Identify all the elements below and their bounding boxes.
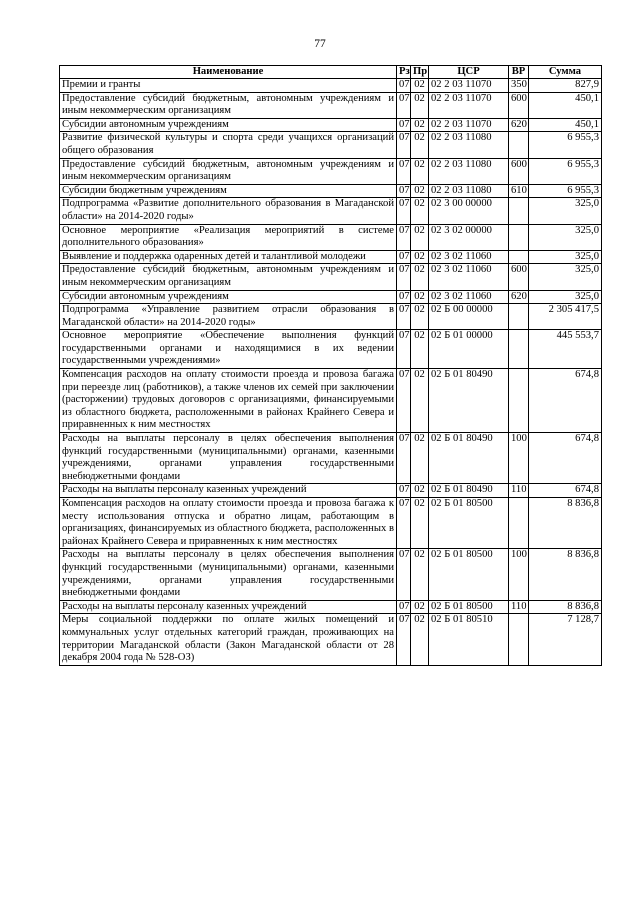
cell-vr: 610 — [509, 184, 529, 198]
cell-sum: 325,0 — [529, 250, 602, 264]
cell-rz: 07 — [397, 290, 411, 304]
cell-csr: 02 Б 01 80490 — [429, 484, 509, 498]
cell-sum: 445 553,7 — [529, 330, 602, 369]
table-row — [60, 250, 602, 264]
table-row — [60, 264, 602, 290]
cell-sum: 674,8 — [529, 484, 602, 498]
cell-sum: 325,0 — [529, 198, 602, 224]
cell-sum: 6 955,3 — [529, 158, 602, 184]
cell-rz: 07 — [397, 79, 411, 93]
cell-pr: 02 — [411, 158, 429, 184]
table-row — [60, 369, 602, 433]
header-vr: ВР — [509, 66, 529, 79]
cell-rz: 07 — [397, 484, 411, 498]
cell-sum: 674,8 — [529, 369, 602, 433]
cell-csr: 02 2 03 11070 — [429, 92, 509, 118]
cell-pr: 02 — [411, 614, 429, 665]
cell-pr: 02 — [411, 304, 429, 330]
cell-vr — [509, 132, 529, 158]
cell-sum: 8 836,8 — [529, 549, 602, 600]
cell-sum: 674,8 — [529, 433, 602, 484]
cell-vr: 600 — [509, 92, 529, 118]
cell-sum: 450,1 — [529, 118, 602, 132]
cell-csr: 02 3 00 00000 — [429, 198, 509, 224]
cell-vr — [509, 614, 529, 665]
cell-name: Премии и гранты — [60, 79, 397, 93]
cell-csr: 02 2 03 11080 — [429, 158, 509, 184]
table-row — [60, 184, 602, 198]
cell-name: Расходы на выплаты персоналу казенных учреждений — [60, 600, 397, 614]
cell-name: Меры социальной поддержки по оплате жилых помещений и коммунальных услуг отдельных категорий граждан, проживающих на территории Магаданской области (Закон Магаданской области от 28 декабря 2004 года № 528-ОЗ) — [60, 614, 397, 665]
cell-name: Предоставление субсидий бюджетным, автономным учреждениям и иным некоммерческим организациям — [60, 92, 397, 118]
cell-sum: 6 955,3 — [529, 132, 602, 158]
cell-vr: 620 — [509, 118, 529, 132]
cell-rz: 07 — [397, 184, 411, 198]
cell-sum: 2 305 417,5 — [529, 304, 602, 330]
table-row — [60, 79, 602, 93]
cell-name: Субсидии бюджетным учреждениям — [60, 184, 397, 198]
cell-csr: 02 3 02 00000 — [429, 224, 509, 250]
cell-pr: 02 — [411, 92, 429, 118]
cell-csr: 02 3 02 11060 — [429, 264, 509, 290]
cell-vr — [509, 198, 529, 224]
cell-sum: 827,9 — [529, 79, 602, 93]
cell-vr — [509, 330, 529, 369]
header-sum: Сумма — [529, 66, 602, 79]
cell-vr: 110 — [509, 484, 529, 498]
cell-vr — [509, 250, 529, 264]
page-number: 77 — [314, 38, 326, 50]
cell-vr: 350 — [509, 79, 529, 93]
table-row — [60, 549, 602, 600]
cell-vr: 100 — [509, 549, 529, 600]
cell-pr: 02 — [411, 264, 429, 290]
cell-pr: 02 — [411, 433, 429, 484]
cell-csr: 02 3 02 11060 — [429, 250, 509, 264]
cell-sum: 7 128,7 — [529, 614, 602, 665]
cell-rz: 07 — [397, 330, 411, 369]
table-row — [60, 433, 602, 484]
cell-name: Субсидии автономным учреждениям — [60, 290, 397, 304]
cell-pr: 02 — [411, 369, 429, 433]
cell-name: Основное мероприятие «Обеспечение выполнения функций государственными органами и находящимися в их ведении государственными учреждениями» — [60, 330, 397, 369]
cell-vr — [509, 498, 529, 549]
cell-sum: 325,0 — [529, 290, 602, 304]
cell-name: Выявление и поддержка одаренных детей и талантливой молодежи — [60, 250, 397, 264]
cell-rz: 07 — [397, 92, 411, 118]
cell-vr: 600 — [509, 158, 529, 184]
cell-vr — [509, 224, 529, 250]
table-row — [60, 484, 602, 498]
cell-pr: 02 — [411, 600, 429, 614]
cell-name: Расходы на выплаты персоналу казенных учреждений — [60, 484, 397, 498]
header-name: Наименование — [60, 66, 397, 79]
cell-sum: 6 955,3 — [529, 184, 602, 198]
table-row — [60, 614, 602, 665]
table-row — [60, 290, 602, 304]
table-row — [60, 132, 602, 158]
cell-csr: 02 Б 01 80510 — [429, 614, 509, 665]
cell-pr: 02 — [411, 198, 429, 224]
cell-vr: 100 — [509, 433, 529, 484]
cell-rz: 07 — [397, 158, 411, 184]
table-row — [60, 158, 602, 184]
cell-pr: 02 — [411, 132, 429, 158]
cell-csr: 02 Б 01 80500 — [429, 498, 509, 549]
table-row — [60, 330, 602, 369]
cell-name: Основное мероприятие «Реализация мероприятий в системе дополнительного образования» — [60, 224, 397, 250]
cell-pr: 02 — [411, 498, 429, 549]
cell-sum: 325,0 — [529, 224, 602, 250]
cell-pr: 02 — [411, 484, 429, 498]
cell-rz: 07 — [397, 433, 411, 484]
cell-pr: 02 — [411, 184, 429, 198]
cell-rz: 07 — [397, 198, 411, 224]
cell-name: Подпрограмма «Управление развитием отрасли образования в Магаданской области» на 2014-2020 годы» — [60, 304, 397, 330]
cell-csr: 02 2 03 11080 — [429, 132, 509, 158]
cell-name: Предоставление субсидий бюджетным, автономным учреждениям и иным некоммерческим организациям — [60, 158, 397, 184]
cell-pr: 02 — [411, 79, 429, 93]
cell-csr: 02 Б 01 80490 — [429, 369, 509, 433]
cell-vr: 620 — [509, 290, 529, 304]
cell-csr: 02 Б 01 80490 — [429, 433, 509, 484]
cell-name: Компенсация расходов на оплату стоимости проезда и провоза багажа к месту использования отпуска и обратно лицам, работающим в организациях, финансируемых из областного бюджета, расположенных в районах Крайнего Севера и приравненных к ним местностях — [60, 498, 397, 549]
cell-name: Расходы на выплаты персоналу в целях обеспечения выполнения функций государственными (муниципальными) органами, казенными учреждениями, органами управления государственными внебюджетными фондами — [60, 549, 397, 600]
cell-rz: 07 — [397, 549, 411, 600]
cell-rz: 07 — [397, 132, 411, 158]
cell-name: Расходы на выплаты персоналу в целях обеспечения выполнения функций государственными (муниципальными) органами, казенными учреждениями, органами управления государственными внебюджетными фондами — [60, 433, 397, 484]
header-pr: Пр — [411, 66, 429, 79]
cell-pr: 02 — [411, 118, 429, 132]
cell-pr: 02 — [411, 549, 429, 600]
cell-vr — [509, 304, 529, 330]
header-csr: ЦСР — [429, 66, 509, 79]
cell-pr: 02 — [411, 330, 429, 369]
cell-name: Развитие физической культуры и спорта среди учащихся организаций общего образования — [60, 132, 397, 158]
cell-rz: 07 — [397, 118, 411, 132]
cell-rz: 07 — [397, 369, 411, 433]
cell-rz: 07 — [397, 224, 411, 250]
cell-pr: 02 — [411, 290, 429, 304]
cell-sum: 325,0 — [529, 264, 602, 290]
table-row — [60, 224, 602, 250]
table-row — [60, 92, 602, 118]
cell-sum: 450,1 — [529, 92, 602, 118]
cell-pr: 02 — [411, 224, 429, 250]
table-header-row — [60, 66, 602, 79]
table-row — [60, 118, 602, 132]
cell-csr: 02 3 02 11060 — [429, 290, 509, 304]
cell-vr — [509, 369, 529, 433]
header-rz: Рз — [397, 66, 411, 79]
cell-csr: 02 Б 01 80500 — [429, 600, 509, 614]
cell-pr: 02 — [411, 250, 429, 264]
cell-csr: 02 2 03 11080 — [429, 184, 509, 198]
cell-rz: 07 — [397, 614, 411, 665]
cell-name: Подпрограмма «Развитие дополнительного образования в Магаданской области» на 2014-2020 годы» — [60, 198, 397, 224]
cell-rz: 07 — [397, 264, 411, 290]
cell-vr: 600 — [509, 264, 529, 290]
cell-csr: 02 Б 00 00000 — [429, 304, 509, 330]
table-row — [60, 198, 602, 224]
cell-name: Субсидии автономным учреждениям — [60, 118, 397, 132]
cell-name: Компенсация расходов на оплату стоимости проезда и провоза багажа при переезде лиц (работников), а также членов их семей при заключении (расторжении) трудовых договоров с организациями, финансируемыми из областного бюджета, расположенными в районах Крайнего Севера и приравненных к ним местностях — [60, 369, 397, 433]
cell-rz: 07 — [397, 304, 411, 330]
cell-rz: 07 — [397, 600, 411, 614]
cell-rz: 07 — [397, 250, 411, 264]
cell-csr: 02 Б 01 00000 — [429, 330, 509, 369]
table-row — [60, 304, 602, 330]
cell-rz: 07 — [397, 498, 411, 549]
cell-csr: 02 2 03 11070 — [429, 118, 509, 132]
table-row — [60, 498, 602, 549]
cell-sum: 8 836,8 — [529, 600, 602, 614]
table-row — [60, 600, 602, 614]
cell-sum: 8 836,8 — [529, 498, 602, 549]
cell-csr: 02 Б 01 80500 — [429, 549, 509, 600]
cell-name: Предоставление субсидий бюджетным, автономным учреждениям и иным некоммерческим организациям — [60, 264, 397, 290]
cell-vr: 110 — [509, 600, 529, 614]
budget-table — [59, 65, 602, 666]
cell-csr: 02 2 03 11070 — [429, 79, 509, 93]
